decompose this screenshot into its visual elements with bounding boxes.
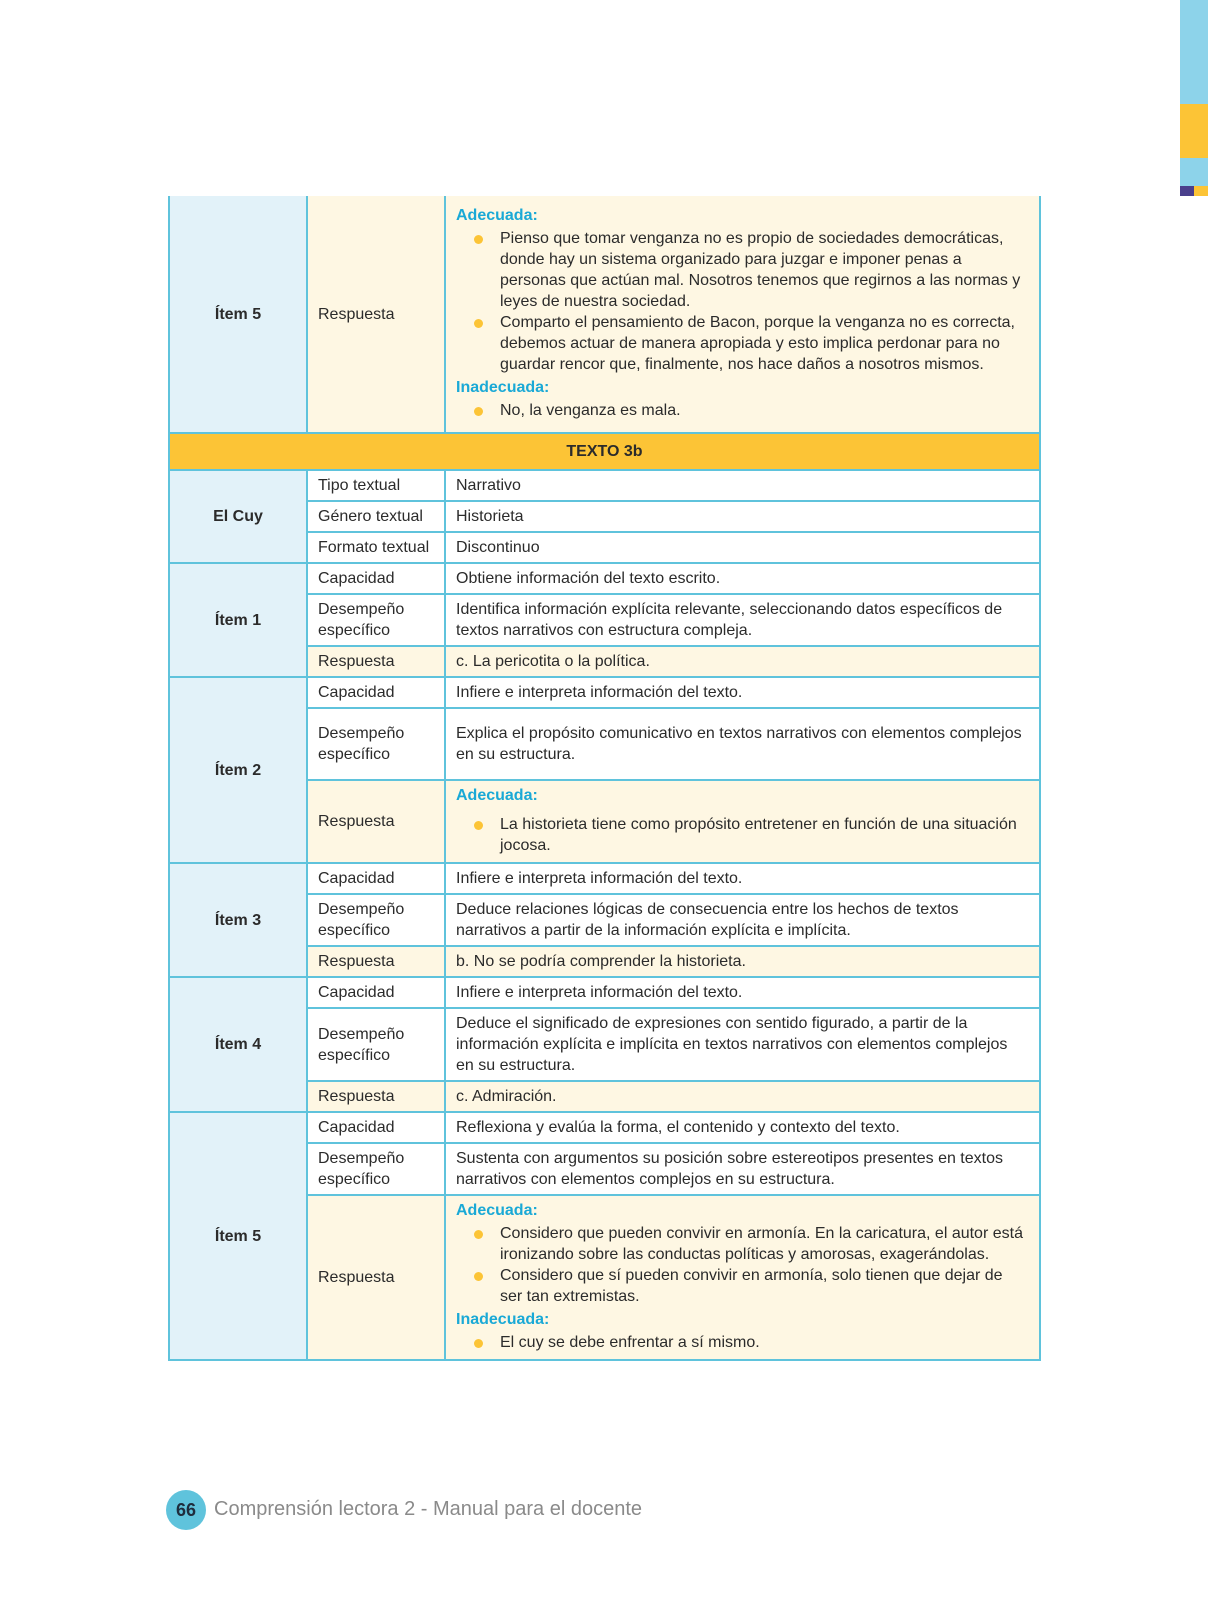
bullet-dot-icon (474, 235, 483, 244)
edge-tab-yellow-small (1194, 186, 1208, 196)
bullet-dot-icon (474, 1339, 483, 1348)
field-value: Deduce relaciones lógicas de consecuencia entre los hechos de textos narrativos a partir de la información explícita e implícita. (445, 894, 1040, 946)
field-key: Desempeño específico (307, 708, 445, 780)
response-cell (445, 1195, 1040, 1360)
field-key: Formato textual (307, 532, 445, 563)
top-sub-label: Respuesta (307, 196, 445, 433)
edge-tab-blue-lower (1180, 158, 1208, 186)
field-value: Discontinuo (445, 532, 1040, 563)
item-label: Ítem 1 (169, 563, 307, 677)
table-row (169, 1112, 1040, 1143)
inadecuada-heading: Inadecuada: (456, 379, 550, 396)
rubric-table-container (168, 196, 1039, 1361)
field-key: Respuesta (307, 1081, 445, 1112)
field-key: Respuesta (307, 646, 445, 677)
list-item: La historieta tiene como propósito entretener en función de una situación jocosa. (500, 814, 1029, 856)
response-value: c. Admiración. (445, 1081, 1040, 1112)
field-key: Desempeño específico (307, 1143, 445, 1195)
response-cell (445, 780, 1040, 863)
bullet-dot-icon (474, 407, 483, 416)
response-value: c. La pericotita o la política. (445, 646, 1040, 677)
field-key: Respuesta (307, 780, 445, 863)
inadecuada-list (456, 400, 1029, 421)
adecuada-heading: Adecuada: (456, 787, 538, 804)
page-number: 66 (166, 1490, 206, 1530)
field-value: Infiere e interpreta información del texto. (445, 863, 1040, 894)
field-key: Respuesta (307, 1195, 445, 1360)
adecuada-list (456, 1223, 1029, 1307)
list-item: Considero que pueden convivir en armonía. En la caricatura, el autor está ironizando sobre las conductas políticas y amorosas, exagerándolas. (500, 1223, 1029, 1265)
adecuada-list (456, 814, 1029, 856)
inadecuada-heading: Inadecuada: (456, 1311, 550, 1328)
field-value: Infiere e interpreta información del texto. (445, 677, 1040, 708)
table-row (169, 677, 1040, 708)
bullet-dot-icon (474, 1230, 483, 1239)
bullet-dot-icon (474, 1272, 483, 1281)
field-key: Desempeño específico (307, 894, 445, 946)
field-value: Infiere e interpreta información del texto. (445, 977, 1040, 1008)
bullet-dot-icon (474, 821, 483, 830)
bullet-dot-icon (474, 319, 483, 328)
table-row (169, 563, 1040, 594)
field-value: Sustenta con argumentos su posición sobre estereotipos presentes en textos narrativos con elementos complejos en su estructura. (445, 1143, 1040, 1195)
field-key: Capacidad (307, 1112, 445, 1143)
edge-tab-blue (1180, 0, 1208, 104)
field-key: Desempeño específico (307, 594, 445, 646)
adecuada-heading: Adecuada: (456, 207, 538, 224)
list-item: No, la venganza es mala. (500, 400, 1029, 421)
inadecuada-list (456, 1332, 1029, 1353)
field-key: Desempeño específico (307, 1008, 445, 1081)
field-key: Capacidad (307, 677, 445, 708)
field-value: Deduce el significado de expresiones con sentido figurado, a partir de la información explícita e implícita en textos narrativos con elementos complejos en su estructura. (445, 1008, 1040, 1081)
response-value: b. No se podría comprender la historieta. (445, 946, 1040, 977)
text-title-label: El Cuy (169, 470, 307, 563)
item-label: Ítem 4 (169, 977, 307, 1112)
field-value: Narrativo (445, 470, 1040, 501)
field-key: Respuesta (307, 946, 445, 977)
field-value: Explica el propósito comunicativo en textos narrativos con elementos complejos en su estructura. (445, 708, 1040, 780)
edge-tab-purple (1180, 186, 1194, 196)
item-label: Ítem 3 (169, 863, 307, 977)
list-item: El cuy se debe enfrentar a sí mismo. (500, 1332, 1029, 1353)
section-header: TEXTO 3b (169, 433, 1040, 470)
field-value: Identifica información explícita relevante, seleccionando datos específicos de textos narrativos con estructura compleja. (445, 594, 1040, 646)
field-key: Capacidad (307, 563, 445, 594)
item-label: Ítem 5 (169, 1112, 307, 1360)
field-value: Historieta (445, 501, 1040, 532)
rubric-table (168, 196, 1041, 1361)
table-row (169, 977, 1040, 1008)
field-value: Reflexiona y evalúa la forma, el contenido y contexto del texto. (445, 1112, 1040, 1143)
top-response-cell (445, 196, 1040, 433)
item-label: Ítem 2 (169, 677, 307, 863)
footer-title: Comprensión lectora 2 - Manual para el docente (214, 1498, 643, 1520)
field-key: Capacidad (307, 863, 445, 894)
edge-tab-yellow (1180, 104, 1208, 158)
top-item-label: Ítem 5 (169, 196, 307, 433)
field-key: Género textual (307, 501, 445, 532)
list-item: Comparto el pensamiento de Bacon, porque la venganza no es correcta, debemos actuar de manera apropiada y esto implica perdonar para no guardar rencor que, finalmente, nos hace daños a nosotros mismos. (500, 312, 1029, 375)
list-item: Considero que sí pueden convivir en armonía, solo tienen que dejar de ser tan extremistas. (500, 1265, 1029, 1307)
field-key: Capacidad (307, 977, 445, 1008)
top-item5-row (169, 196, 1040, 433)
adecuada-heading: Adecuada: (456, 1202, 538, 1219)
adecuada-list (456, 228, 1029, 375)
section-header-row (169, 433, 1040, 470)
table-row (169, 470, 1040, 501)
field-key: Tipo textual (307, 470, 445, 501)
table-row (169, 863, 1040, 894)
list-item: Pienso que tomar venganza no es propio de sociedades democráticas, donde hay un sistema organizado para juzgar e imponer penas a personas que actúan mal. Nosotros tenemos que regirnos a las normas y leyes de nuestra sociedad. (500, 228, 1029, 312)
field-value: Obtiene información del texto escrito. (445, 563, 1040, 594)
